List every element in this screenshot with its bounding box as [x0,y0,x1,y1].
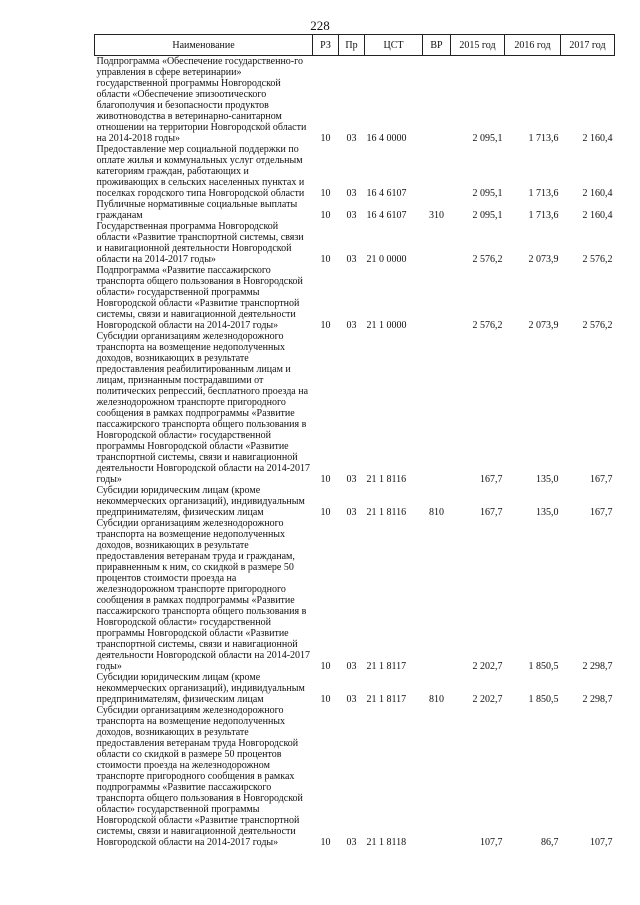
cell-2017: 2 298,7 [582,694,613,705]
cell-name: Подпрограмма «Обеспечение государственно-го управления в сфере ветеринарии» государственной программы Новгородской области «Обеспечение эпизоотического благополучия и безопасности продуктов животноводства в ветеринарно-санитарном отношении на территории Новгородской области на 2014-2018 годы» [96,56,307,144]
cell-2015: 167,7 [480,507,503,518]
cell-pr: 03 [346,254,357,265]
cell-name: Публичные нормативные социальные выплаты гражданам [96,199,298,221]
header-name: Наименование [95,35,313,56]
cell-vr: 810 [429,507,444,518]
cell-pr: 03 [346,210,357,221]
table-row [95,221,615,265]
cell-2016: 86,7 [541,837,559,848]
cell-2016: 135,0 [536,507,559,518]
cell-2017: 2 576,2 [582,320,613,331]
table-row [95,56,615,145]
cell-2015: 2 202,7 [472,661,503,672]
budget-table [94,34,615,848]
cell-rz: 10 [320,507,331,518]
cell-vr: 810 [429,694,444,705]
cell-2015: 2 202,7 [472,694,503,705]
cell-name: Предоставление мер социальной поддержки по оплате жилья и коммунальных услуг отдельным категориям граждан, работающих и проживающих в сельских населенных пунктах и поселках городского типа Новгородской области [96,144,305,199]
cell-rz: 10 [320,837,331,848]
cell-2015: 2 095,1 [472,210,503,221]
cell-rz: 10 [320,254,331,265]
header-vr: ВР [423,35,451,56]
cell-name: Государственная программа Новгородской области «Развитие транспортной системы, связи и навигационной деятельности Новгородской области на 2014-2017 годы» [96,221,304,265]
cell-2016: 1 713,6 [528,188,559,199]
header-2017: 2017 год [561,35,615,56]
cell-2017: 2 160,4 [582,133,613,144]
cell-2017: 2 160,4 [582,210,613,221]
cell-cst: 21 1 8117 [366,661,407,672]
cell-2016: 1 713,6 [528,133,559,144]
cell-name: Субсидии организациям железнодорожного транспорта на возмещение недополученных доходов, возникающих в результате предоставления ветеранам труда и гражданам, приравненным к ним, со скидкой в размере 50 процентов стоимости проезда на железнодорожном транспорте пригородного сообщения в рамках подпрограммы «Развитие пассажирского транспорта общего пользования в Новгородской области» государственной программы Новгородской области «Развитие транспортной системы, связи и навигационной деятельности Новгородской области на 2014-2017 годы» [96,518,311,672]
table-row [95,518,615,672]
cell-name: Субсидии организациям железнодорожного транспорта на возмещение недополученных доходов, возникающих в результате предоставления ветеранам труда Новгородской области со скидкой в размере 50 процентов стоимости проезда на железнодорожном транспорте пригородного сообщения в рамках подпрограммы «Развитие пассажирского транспорта общего пользования в Новгородской области» государственной программы Новгородской области «Развитие транспортной системы, связи и навигационной деятельности Новгородской области на 2014-2017 годы» [96,705,303,848]
cell-pr: 03 [346,694,357,705]
cell-cst: 21 1 8118 [366,837,407,848]
cell-vr [423,705,451,848]
table-header-row [95,35,615,56]
cell-cst: 16 4 6107 [366,210,407,221]
table-row [95,199,615,221]
table-row [95,485,615,518]
cell-2015: 107,7 [480,837,503,848]
cell-2015: 2 095,1 [472,188,503,199]
cell-cst: 21 0 0000 [366,254,407,265]
page-number: 228 [310,18,330,33]
cell-2015: 2 576,2 [472,254,503,265]
cell-vr [423,144,451,199]
cell-cst: 16 4 6107 [366,188,407,199]
cell-2016: 2 073,9 [528,320,559,331]
cell-vr: 310 [429,210,444,221]
header-2015: 2015 год [451,35,505,56]
cell-cst: 16 4 0000 [366,133,407,144]
cell-rz: 10 [320,661,331,672]
cell-rz: 10 [320,320,331,331]
cell-pr: 03 [346,133,357,144]
header-cst: ЦСТ [365,35,423,56]
cell-pr: 03 [346,188,357,199]
cell-2016: 135,0 [536,474,559,485]
table-row [95,705,615,848]
table-row [95,144,615,199]
cell-2015: 167,7 [480,474,503,485]
cell-2015: 2 095,1 [472,133,503,144]
header-pr: Пр [339,35,365,56]
cell-pr: 03 [346,661,357,672]
cell-name: Субсидии юридическим лицам (кроме некоммерческих организаций), индивидуальным предпринимателям, физическим лицам [96,485,305,518]
cell-cst: 21 1 8116 [366,507,407,518]
table-body [95,56,615,849]
cell-cst: 21 1 0000 [366,320,407,331]
cell-pr: 03 [346,837,357,848]
cell-rz: 10 [320,474,331,485]
table-row [95,265,615,331]
cell-2016: 1 850,5 [528,661,559,672]
cell-rz: 10 [320,133,331,144]
cell-vr [423,56,451,145]
cell-2017: 2 298,7 [582,661,613,672]
cell-2017: 2 576,2 [582,254,613,265]
table-row [95,331,615,485]
cell-vr [423,331,451,485]
cell-2017: 167,7 [590,507,613,518]
cell-vr [423,518,451,672]
cell-cst: 21 1 8117 [366,694,407,705]
cell-2016: 1 850,5 [528,694,559,705]
cell-2017: 167,7 [590,474,613,485]
cell-pr: 03 [346,474,357,485]
cell-pr: 03 [346,507,357,518]
cell-2016: 1 713,6 [528,210,559,221]
header-2016: 2016 год [505,35,561,56]
cell-2017: 2 160,4 [582,188,613,199]
cell-rz: 10 [320,188,331,199]
cell-rz: 10 [320,210,331,221]
cell-2017: 107,7 [590,837,613,848]
header-rz: РЗ [313,35,339,56]
cell-pr: 03 [346,320,357,331]
cell-rz: 10 [320,694,331,705]
cell-name: Субсидии организациям железнодорожного транспорта на возмещение недополученных доходов, возникающих в результате предоставления реабилитированным лицам и лицам, признанным пострадавшими от политических репрессий, бесплатного проезда на железнодорожном транспорте пригородного сообщения в рамках подпрограммы «Развитие пассажирского транспорта общего пользования в Новгородской области» государственной программы Новгородской области «Развитие транспортной системы, связи и навигационной деятельности Новгородской области на 2014-2017 годы» [96,331,311,485]
cell-vr [423,265,451,331]
cell-2015: 2 576,2 [472,320,503,331]
cell-vr [423,221,451,265]
cell-cst: 21 1 8116 [366,474,407,485]
cell-name: Подпрограмма «Развитие пассажирского транспорта общего пользования в Новгородской области» государственной программы Новгородской области «Развитие транспортной системы, связи и навигационной деятельности Новгородской области на 2014-2017 годы» [96,265,303,331]
cell-2016: 2 073,9 [528,254,559,265]
table-row [95,672,615,705]
cell-name: Субсидии юридическим лицам (кроме некоммерческих организаций), индивидуальным предпринимателям, физическим лицам [96,672,305,705]
